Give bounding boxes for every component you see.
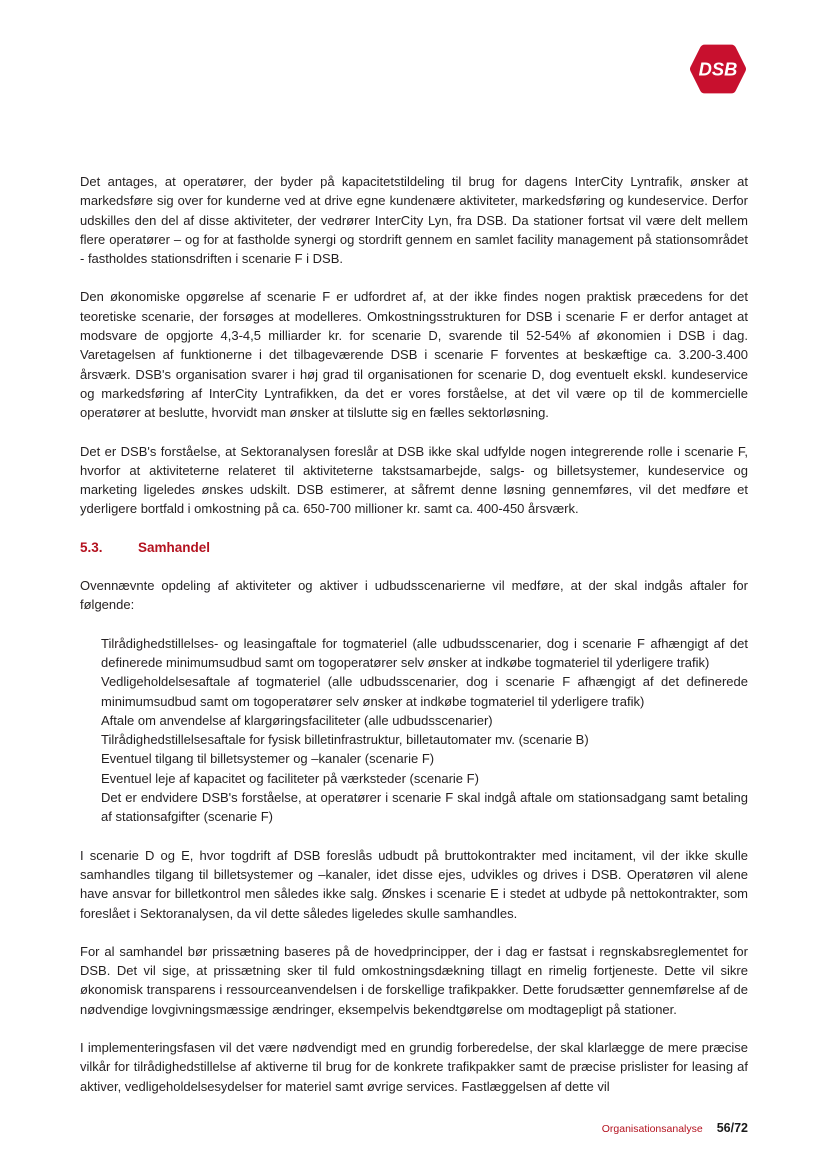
page-footer (602, 1121, 748, 1135)
list-item-ticket-systems-access: Eventuel tilgang til billetsystemer og –kanaler (scenarie F) (101, 751, 435, 767)
footer-page-number: 56/72 (716, 1121, 748, 1135)
paragraph-scenario-d-e: I scenarie D og E, hvor togdrift af DSB foreslås udbudt på bruttokontrakter med incitament, vil der ikke skulle samhandles tilgang til billetsystemer og –kanaler, idet disse ejes, udvikles og drives i DSB. Operatøren vil alene have ansvar for billetkontrol men således ikke salg. Ønskes i scenarie E i stedet at udbyde på nettokontrakter, som foreslået i Sektoranalysen, da vil dette således ligeledes skulle samhandles. (80, 847, 748, 921)
section-title: Samhandel (138, 539, 211, 555)
dsb-logo-text: DSB (698, 58, 738, 80)
list-item-ticket-infrastructure: Tilrådighedstillelsesaftale for fysisk billetinfrastruktur, billetautomater mv. (scenarie B) (101, 732, 589, 748)
document-body (80, 172, 748, 1115)
section-number: 5.3. (80, 539, 103, 555)
footer-document-label: Organisationsanalyse (601, 1123, 703, 1135)
section-heading (80, 538, 748, 557)
paragraph-scenario-f-economy: Den økonomiske opgørelse af scenarie F er udfordret af, at der ikke findes nogen praktisk præcedens for det teoretiske scenarie, der forsøges at modelleres. Omkostningsstrukturen for DSB i scenarie F er derfor antaget at modsvare de opgjorte 4,3-4,5 milliarder kr. for scenarie D, svarende til 52-54% af økonomien i DSB i dag. Varetagelsen af funktionerne i det tilbageværende DSB i scenarie F forventes at beskæftige ca. 3.200-3.400 årsværk. DSB's organisation svarer i høj grad til organisationen for scenarie D, dog eventuelt ekskl. kundeservice og markedsføring af InterCity Lyntrafikken, da det er vores forståelse, at det vil være op til de kommercielle operatører at beslutte, hvorvidt man ønsker at tilslutte sig en fælles sektorløsning. (80, 289, 748, 421)
dsb-logo-shape (689, 42, 747, 96)
agreement-list (80, 634, 748, 827)
list-item-maintenance-agreement: Vedligeholdelsesaftale af togmateriel (alle udbudsscenarier, dog i scenarie F afhængigt af det definerede minimumsudbud samt om togoperatører selv ønsker at indkøbe togmateriel til yderligere trafik) (101, 674, 748, 709)
paragraph-implementation: I implementeringsfasen vil det være nødvendigt med en grundig forberedelse, der skal klarlægge de mere præcise vilkår for tilrådighedstillelse af aktiverne til brug for de konkrete trafikpakker samt de præcise prislister for leasing af aktiver, vedligeholdelsesydelser for materiel samt øvrige services. Fastlæggelsen af dette vil (80, 1039, 748, 1094)
paragraph-samhandel-intro: Ovennævnte opdeling af aktiviteter og aktiver i udbudsscenarierne vil medføre, at der skal indgås aftaler for følgende: (80, 578, 748, 613)
list-item-preparation-facilities: Aftale om anvendelse af klargøringsfaciliteter (alle udbudsscenarier) (101, 712, 493, 728)
list-item-station-access: Det er endvidere DSB's forståelse, at operatører i scenarie F skal indgå aftale om stationsadgang samt betaling af stationsafgifter (scenarie F) (101, 790, 748, 825)
list-item-leasing-agreement: Tilrådighedstillelses- og leasingaftale for togmateriel (alle udbudsscenarier, dog i scenarie F afhængigt af det definerede minimumsudbud samt om togoperatører selv ønsker at indkøbe togmateriel til yderligere trafik) (101, 635, 748, 670)
paragraph-intercity-operators: Det antages, at operatører, der byder på kapacitetstildeling til brug for dagens InterCity Lyntrafik, ønsker at markedsføre sig over for kunderne ved at drive egne kundenære aktiviteter, markedsføring og kundeservice. Derfor udskilles den del af disse aktiviteter, der vedrører InterCity Lyn, fra DSB. Da stationer fortsat vil være delt mellem flere operatører – og for at fastholde synergi og stordrift gennem en samlet facility management på stationsområdet - fastholdes stationsdriften i scenarie F i DSB. (80, 174, 748, 267)
list-item-workshop-rental: Eventuel leje af kapacitet og faciliteter på værksteder (scenarie F) (101, 770, 479, 786)
dsb-logo (689, 42, 747, 96)
paragraph-pricing-principles: For al samhandel bør prissætning baseres på de hovedprincipper, der i dag er fastsat i regnskabsreglementet for DSB. Det vil sige, at prissætning sker til fuld omkostningsdækning tillagt en rimelig fortjeneste. Dette vil sikre økonomisk transparens i ressourceanvendelsen i de forskellige trafikpakker. Dette forudsætter gennemførelse af de nødvendige lovgivningsmæssige ændringer, eksempelvis bekendtgørelse om modtagepligt på stationer. (80, 943, 748, 1017)
paragraph-sektoranalyse: Det er DSB's forståelse, at Sektoranalysen foreslår at DSB ikke skal udfylde nogen integrerende rolle i scenarie F, hvorfor at aktiviteterne relateret til aktiviteterne takstsamarbejde, salgs- og billetsystemer, kundeservice og marketing ligeledes ønskes udskilt. DSB estimerer, at såfremt denne løsning gennemføres, vil det medføre et yderligere bortfald i omkostning på ca. 650-700 millioner kr. samt ca. 400-450 årsværk. (80, 443, 748, 517)
